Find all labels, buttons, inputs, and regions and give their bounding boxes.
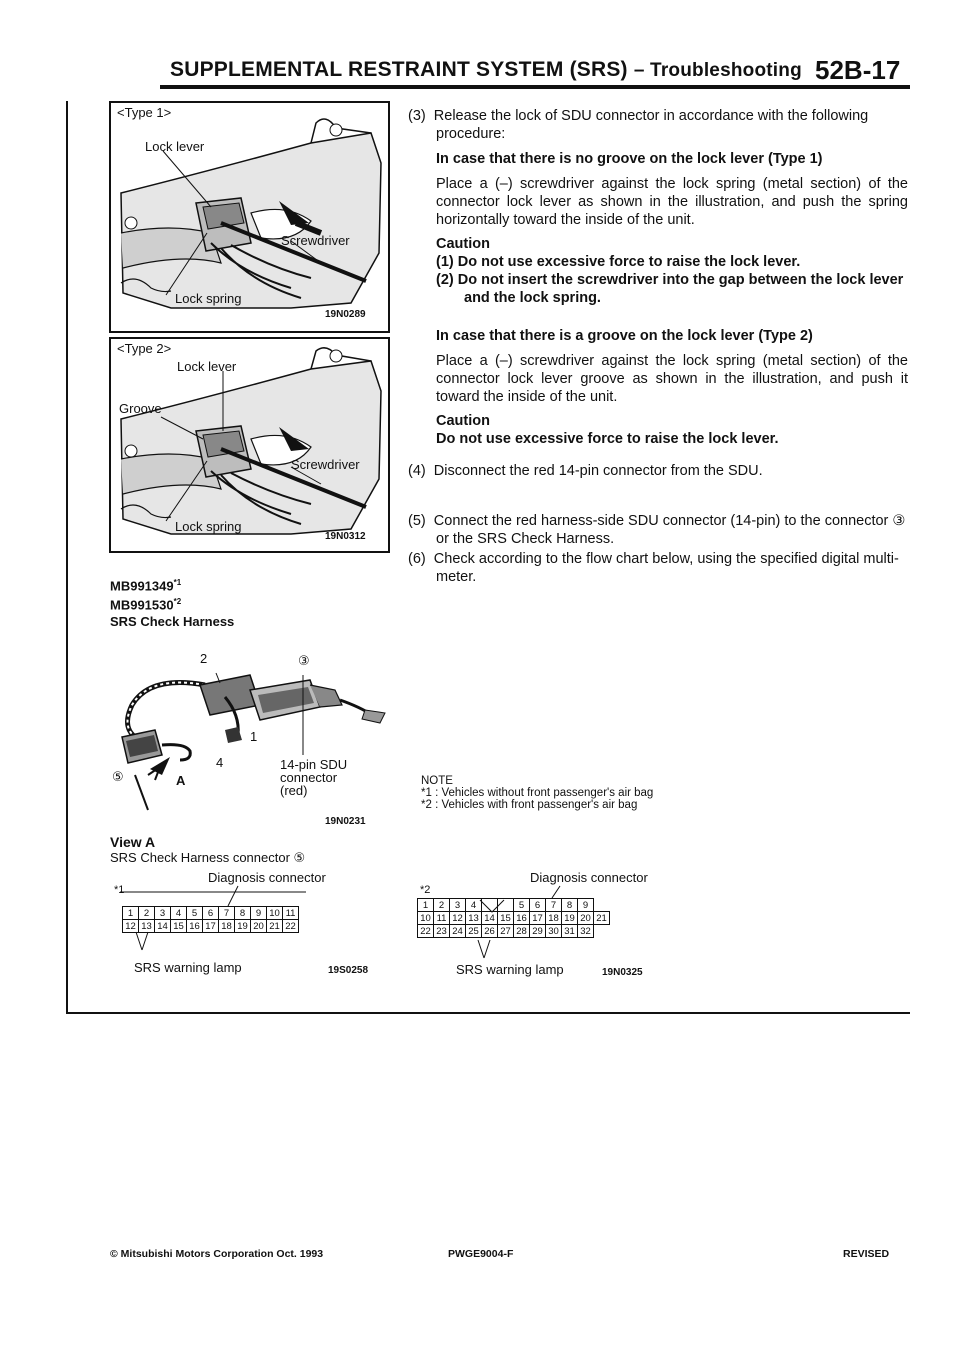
connector-pin: 7 [219,907,235,920]
connector-pin: 19 [235,920,251,933]
connector-pin: 28 [514,925,530,938]
footer-copyright: © Mitsubishi Motors Corporation Oct. 1993 [110,1248,324,1260]
procedure-steps [408,107,908,586]
connector-pin: 25 [466,925,482,938]
connector-pin: 23 [434,925,450,938]
figure-type-2 [109,337,390,553]
connector-pin: 16 [187,920,203,933]
header-rule [160,85,910,89]
screwdriver-label: Screwdriver [281,233,350,248]
harness-label-4: 4 [216,755,224,770]
step-4 [408,462,908,480]
figure-code: 19N0231 [325,816,366,827]
connector-pin: 15 [498,912,514,925]
connector-pin: 17 [530,912,546,925]
connector-pin: 31 [562,925,578,938]
view-a-caption [110,835,305,865]
screwdriver-label: Screwdriver [291,457,360,472]
lock-lever-label: Lock lever [145,139,205,154]
connector-pin: 8 [235,907,251,920]
type-1-illustration [111,103,388,331]
step-3-number: (3) [408,108,426,124]
connector-pin: 5 [514,899,530,912]
caution-2-item: Do not use excessive force to raise the lock lever. [436,431,779,447]
warning-lamp-label: SRS warning lamp [456,962,564,977]
caution-1-item-2: (2) Do not insert the screwdriver into the gap between the lock lever and the lock spring. [436,272,904,306]
connector-pin: 26 [482,925,498,938]
connector-pin: 30 [546,925,562,938]
harness-label-1: 1 [250,729,258,744]
connector-pin [482,899,498,912]
connector-pin: 8 [562,899,578,912]
harness-label-5: ⑤ [112,769,124,784]
connector-pin: 17 [203,920,219,933]
harness-figure [110,645,390,830]
connector-pin: 18 [546,912,562,925]
step-6-text: Check according to the flow chart below, using the specified digital multi-meter. [433,551,899,585]
figure-code: 19S0258 [328,965,369,976]
figure-code: 19N0289 [325,309,366,320]
connector-pin: 19 [562,912,578,925]
caution-1-title: Caution [436,236,490,252]
connector-pin: 5 [187,907,203,920]
connector-pin: 1 [123,907,139,920]
connector-pin: 12 [450,912,466,925]
part-number-2-mark: *2 [173,597,182,607]
type-1-body: Place a (–) screwdriver against the lock spring (metal section) of the connector lock lever as shown in the illustration, and push the spring horizontally toward the inside of the unit. [436,176,908,228]
connector-pin: 7 [546,899,562,912]
diagnosis-connector-label: Diagnosis connector [208,870,326,885]
connector-pin: 15 [171,920,187,933]
page-header-title [170,58,802,82]
type-1-heading: In case that there is no groove on the lock lever (Type 1) [436,151,823,167]
view-a-title: View A [110,834,156,850]
view-a-subtitle: SRS Check Harness connector ⑤ [110,850,306,865]
step-5 [408,512,908,548]
footer-doc-code: PWGE9004-F [448,1248,514,1260]
connector-pin: 32 [578,925,594,938]
connector-2-pins [417,898,610,938]
step-6-number: (6) [408,551,426,567]
connector-pin: 20 [251,920,267,933]
view-a-marker: A [176,773,186,788]
connector-pin: 12 [123,920,139,933]
type-2-body: Place a (–) screwdriver against the lock spring (metal section) of the connector lock lever groove as shown in the illustration, and push it toward the inside of the unit. [436,353,908,405]
step-6 [408,550,908,586]
step-3 [408,107,908,143]
connector-pin: 21 [267,920,283,933]
part-number-1: MB991349 [110,578,174,594]
connector-pin: 4 [466,899,482,912]
connector-pin: 16 [514,912,530,925]
connector-pin: 13 [466,912,482,925]
connector-pin: 6 [530,899,546,912]
groove-label: Groove [119,401,162,416]
connector-pin: 21 [594,912,610,925]
connector-pin: 29 [530,925,546,938]
note-block [421,775,653,811]
figure-code: 19N0325 [602,967,643,978]
connector-diagram-2 [420,870,720,985]
connector-label-line-1: 14-pin SDU [280,757,348,772]
connector-pin: 18 [219,920,235,933]
connector-pin: 22 [283,920,299,933]
connector-pin: 6 [203,907,219,920]
connector-diagram-1 [110,870,390,985]
page-number: 52B-17 [815,55,901,85]
connector-pin: 11 [283,907,299,920]
part-number-2: MB991530 [110,597,174,613]
step-4-text: Disconnect the red 14-pin connector from the SDU. [433,463,763,479]
header-title: SUPPLEMENTAL RESTRAINT SYSTEM (SRS) [170,58,628,81]
note-title: NOTE [421,775,453,787]
connector-pin: 10 [418,912,434,925]
step-5-number: (5) [408,513,426,529]
diagnosis-connector-label: Diagnosis connector [530,870,648,885]
caution-1-item-1: (1) Do not use excessive force to raise the lock lever. [436,254,801,270]
connector-pin: 4 [171,907,187,920]
harness-label-2: 2 [200,651,208,666]
part-number-1-mark: *1 [173,578,182,587]
connector-pin: 9 [251,907,267,920]
connector-label-line-2: connector [280,770,338,785]
step-3-text: Release the lock of SDU connector in accordance with the following procedure: [433,108,869,142]
connector-pin: 13 [139,920,155,933]
type-2-label: <Type 2> [117,341,172,356]
connector-pin: 22 [418,925,434,938]
connector-pin: 2 [434,899,450,912]
part-numbers [110,575,234,630]
connector-pin: 11 [434,912,450,925]
connector-pin: 3 [155,907,171,920]
note-line-1: *1 : Vehicles without front passenger's air bag [421,787,654,799]
frame-bottom-rule [66,1012,910,1014]
connector-pin: 3 [450,899,466,912]
connector-pin: 9 [578,899,594,912]
connector-pin: 24 [450,925,466,938]
type-2-heading: In case that there is a groove on the lock lever (Type 2) [436,328,813,344]
step-4-number: (4) [408,463,426,479]
warning-lamp-label: SRS warning lamp [134,960,242,975]
figure-type-1 [109,101,390,333]
step-5-text: Connect the red harness-side SDU connector (14-pin) to the connector ③ or the SRS Check Harness. [433,513,906,547]
variant-mark: *2 [420,884,431,896]
connector-pin [498,899,514,912]
connector-pin: 14 [155,920,171,933]
figure-code: 19N0312 [325,531,366,542]
connector-pin: 2 [139,907,155,920]
variant-mark: *1 [114,884,125,896]
connector-pin: 14 [482,912,498,925]
connector-pin: 20 [578,912,594,925]
connector-label-line-3: (red) [280,783,308,798]
note-line-2: *2 : Vehicles with front passenger's air bag [421,799,638,811]
header-subtitle: – Troubleshooting [633,60,802,81]
harness-label-3: ③ [298,653,310,668]
connector-pin: 1 [418,899,434,912]
part-name: SRS Check Harness [110,613,235,629]
connector-label [280,758,347,797]
lock-lever-label: Lock lever [177,359,237,374]
lock-spring-label: Lock spring [175,519,242,534]
connector-pin: 27 [498,925,514,938]
type-2-illustration [111,339,388,551]
footer-status: REVISED [843,1248,890,1260]
lock-spring-label: Lock spring [175,291,242,306]
type-1-label: <Type 1> [117,105,172,120]
connector-1-pins [122,906,299,933]
caution-2-title: Caution [436,413,490,429]
frame-left-rule [66,101,68,1014]
connector-pin: 10 [267,907,283,920]
